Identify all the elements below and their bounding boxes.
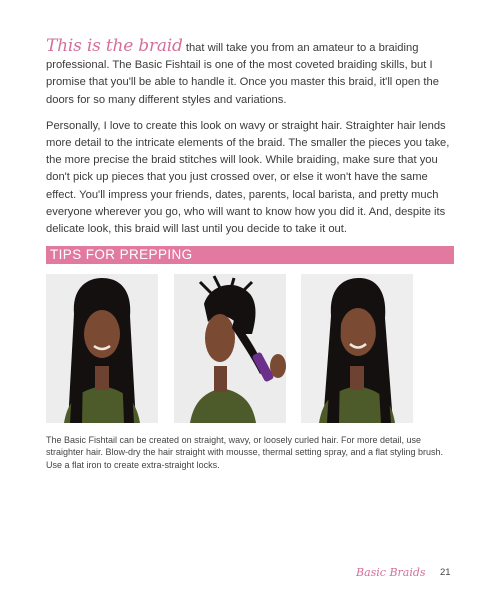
section-heading: TIPS FOR PREPPING <box>50 247 193 262</box>
photo-caption: The Basic Fishtail can be created on straight, wavy, or loosely curled hair. For more detail, use straighter hair. Blow-dry the hair straight with mousse, thermal setting spray, and a flat styling brush. Use a flat iron to create extra-straight locks. <box>46 435 444 470</box>
intro-paragraph-1-text: that will take you from an amateur to a braiding professional. The Basic Fishtail is one of the most coveted braiding skills, but I promise that you'll be able to handle it. Once you master this braid, it'll open the doors for so many different styles and variations. <box>46 42 439 106</box>
photo-front-view <box>46 274 158 423</box>
page-number: 21 <box>440 567 451 578</box>
photo-flat-iron <box>174 274 286 423</box>
section-banner <box>46 246 454 264</box>
photo-straight-hair <box>301 274 413 423</box>
intro-paragraph-2: Personally, I love to create this look on wavy or straight hair. Straighter hair lends more detail to the intricate elements of the braid. The smaller the pieces you take, the more precise the braid stitches will look. While braiding, make sure that you don't pick up pieces that you just crossed over, or else it won't have the same effect. You'll impress your friends, dates, parents, local barista, and pretty much everyone wherever you go, who will want to know how you did it. And, despite its delicate look, this braid will last until you decide to take it out. <box>46 119 450 236</box>
intro-paragraph-1 <box>46 38 454 109</box>
footer-chapter-title: Basic Braids <box>356 566 426 579</box>
intro-text <box>46 38 454 247</box>
lead-script: This is the braid <box>46 36 183 56</box>
